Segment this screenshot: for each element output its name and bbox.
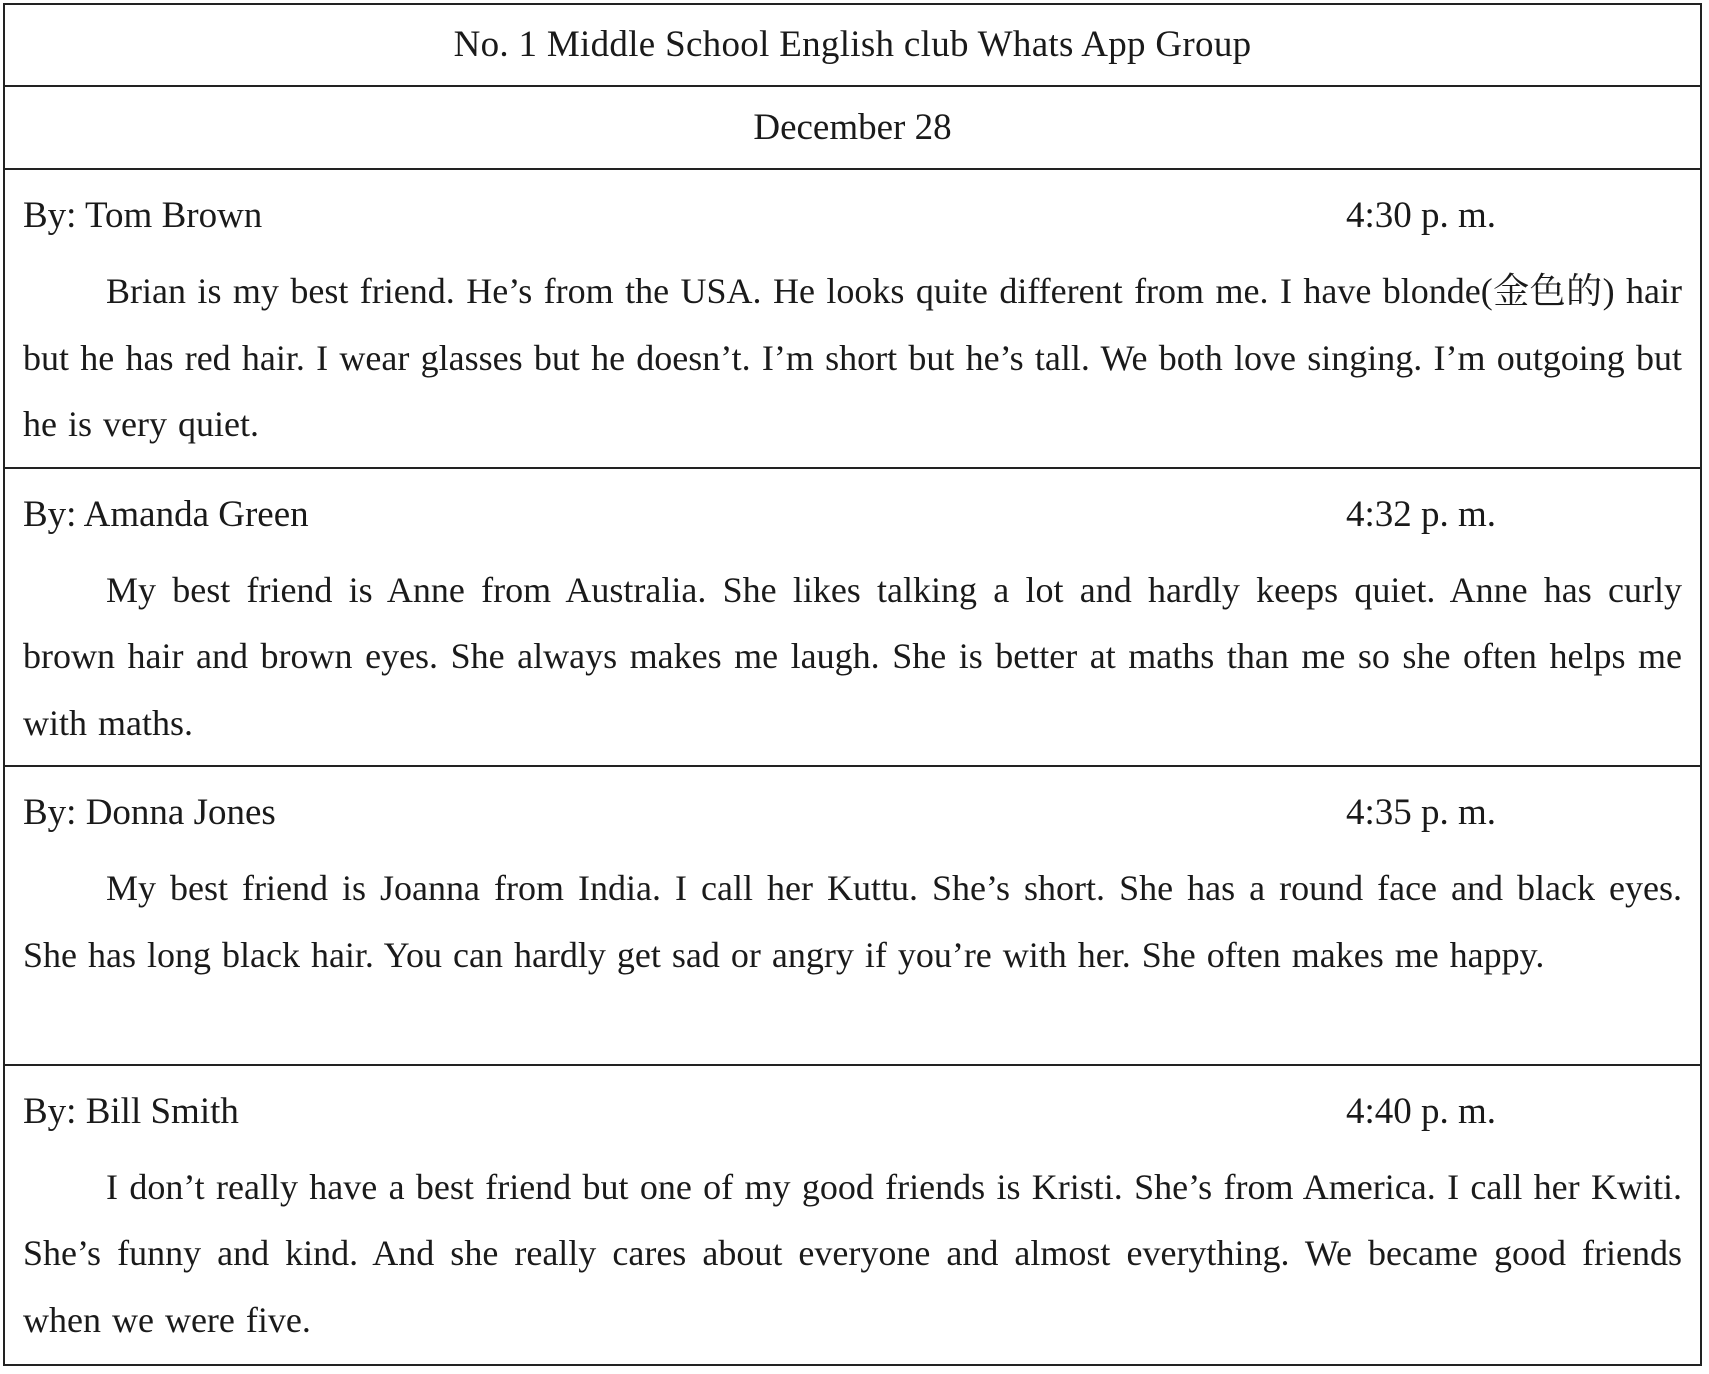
post-header <box>23 793 1682 833</box>
post-author: By: Bill Smith <box>23 1090 239 1132</box>
post-header <box>23 196 1682 236</box>
post-tom-brown <box>5 170 1700 468</box>
post-time: 4:30 p. m. <box>1346 195 1497 237</box>
post-header <box>23 1092 1682 1132</box>
post-body: My best friend is Anne from Australia. She likes talking a lot and hardly keeps quiet. Anne has curly brown hair and brown eyes. She always makes me laugh. She is better at maths than me so she often helps me with maths. <box>23 569 1682 743</box>
whatsapp-group-table <box>3 3 1702 1366</box>
post-body: Brian is my best friend. He’s from the USA. He looks quite different from me. I have blonde(金色的) hair but he has red hair. I wear glasses but he doesn’t. I’m short but he’s tall. We both love singing. I’m outgoing but he is very quiet. <box>23 271 1682 445</box>
post-body: My best friend is Joanna from India. I call her Kuttu. She’s short. She has a round face and black eyes. She has long black hair. You can hardly get sad or angry if you’re with her. She often makes me happy. <box>23 868 1682 975</box>
group-title-row <box>5 5 1700 87</box>
post-author: By: Tom Brown <box>23 195 263 237</box>
post-time: 4:35 p. m. <box>1346 792 1497 834</box>
post-author: By: Donna Jones <box>23 792 276 834</box>
post-body: I don’t really have a best friend but one of my good friends is Kristi. She’s from America. I call her Kwiti. She’s funny and kind. And she really cares about everyone and almost everything. We became good friends when we were five. <box>23 1166 1682 1340</box>
post-donna-jones <box>5 767 1700 1065</box>
post-time: 4:40 p. m. <box>1346 1090 1497 1132</box>
post-header <box>23 495 1682 535</box>
group-title: No. 1 Middle School English club Whats App Group <box>453 24 1252 66</box>
post-bill-smith <box>5 1066 1700 1364</box>
post-time: 4:32 p. m. <box>1346 493 1497 535</box>
post-date: December 28 <box>753 106 952 148</box>
post-author: By: Amanda Green <box>23 493 309 535</box>
post-amanda-green <box>5 469 1700 767</box>
date-row <box>5 87 1700 171</box>
